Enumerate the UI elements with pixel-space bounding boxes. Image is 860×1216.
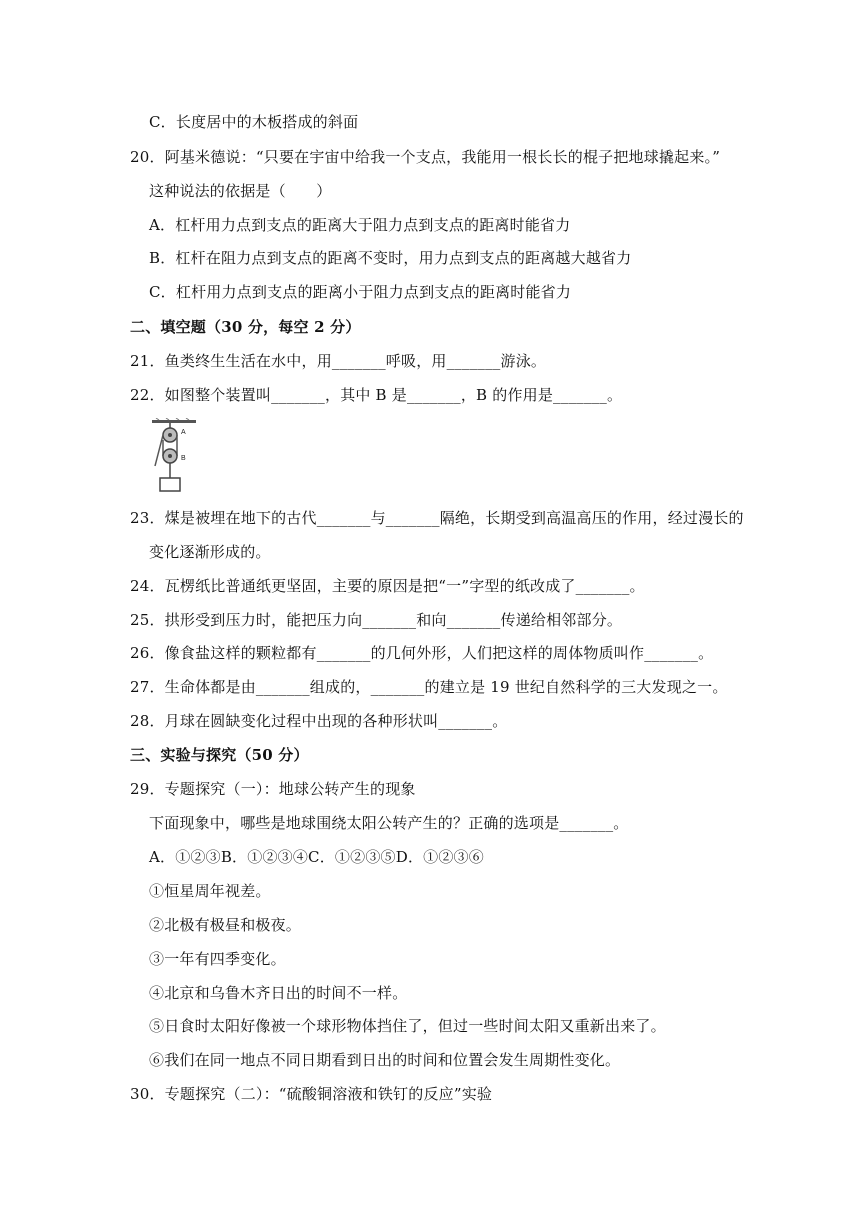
q29-item-5: ⑤日食时太阳好像被一个球形物体挡住了，但过一些时间太阳又重新出来了。 bbox=[149, 1017, 666, 1035]
q20-option-a: A．杠杆用力点到支点的距离大于阻力点到支点的距离时能省力 bbox=[149, 216, 571, 234]
q21: 21．鱼类终生生活在水中，用_______呼吸，用_______游泳。 bbox=[130, 352, 547, 370]
q20-stem: 20．阿基米德说：“只要在宇宙中给我一个支点，我能用一根长长的棍子把地球撬起来。” bbox=[130, 148, 721, 166]
label-b: B bbox=[181, 455, 186, 462]
load-box bbox=[160, 478, 180, 491]
section-2-heading: 二、填空题（30 分，每空 2 分） bbox=[130, 318, 361, 336]
q23-cont: 变化逐渐形成的。 bbox=[149, 543, 271, 561]
q29-item-3: ③一年有四季变化。 bbox=[149, 950, 286, 968]
pulley-diagram bbox=[150, 418, 198, 494]
q29-question: 下面现象中，哪些是地球围绕太阳公转产生的？正确的选项是_______。 bbox=[149, 814, 629, 832]
label-a: A bbox=[181, 429, 186, 436]
q24: 24．瓦楞纸比普通纸更坚固，主要的原因是把“一”字型的纸改成了_______。 bbox=[130, 577, 645, 595]
q28: 28．月球在圆缺变化过程中出现的各种形状叫_______。 bbox=[130, 712, 508, 730]
q29-item-2: ②北极有极昼和极夜。 bbox=[149, 916, 302, 934]
q25: 25．拱形受到压力时，能把压力向_______和向_______传递给相邻部分。 bbox=[130, 611, 623, 629]
pull-rope bbox=[155, 435, 163, 466]
q26: 26．像食盐这样的颗粒都有_______的几何外形，人们把这样的周体物质叫作_______。 bbox=[130, 644, 714, 662]
q29-title: 29．专题探究（一）：地球公转产生的现象 bbox=[130, 780, 416, 798]
q19-option-c: C．长度居中的木板搭成的斜面 bbox=[149, 113, 359, 131]
q29-item-4: ④北京和乌鲁木齐日出的时间不一样。 bbox=[149, 984, 408, 1002]
section-3-heading: 三、实验与探究（50 分） bbox=[130, 746, 309, 764]
q22: 22．如图整个装置叫_______，其中 B 是_______，B 的作用是_______。 bbox=[130, 386, 623, 404]
q20-option-b: B．杠杆在阻力点到支点的距离不变时，用力点到支点的距离越大越省力 bbox=[149, 249, 632, 267]
q20-option-c: C．杠杆用力点到支点的距离小于阻力点到支点的距离时能省力 bbox=[149, 283, 572, 301]
q20-stem-cont: 这种说法的依据是（ ） bbox=[149, 182, 332, 200]
q29-item-6: ⑥我们在同一地点不同日期看到日出的时间和位置会发生周期性变化。 bbox=[149, 1051, 621, 1069]
q29-options: A．①②③B．①②③④C．①②③⑤D．①②③⑥ bbox=[149, 848, 484, 866]
ceiling-beam bbox=[152, 420, 196, 423]
q27: 27．生命体都是由_______组成的，_______的建立是 19 世纪自然科学的三大发现之一。 bbox=[130, 678, 728, 696]
q29-item-1: ①恒星周年视差。 bbox=[149, 882, 271, 900]
q23: 23．煤是被埋在地下的古代_______与_______隔绝，长期受到高温高压的作用，经过漫长的 bbox=[130, 509, 744, 527]
q30-title: 30．专题探究（二）：“硫酸铜溶液和铁钉的反应”实验 bbox=[130, 1085, 493, 1103]
